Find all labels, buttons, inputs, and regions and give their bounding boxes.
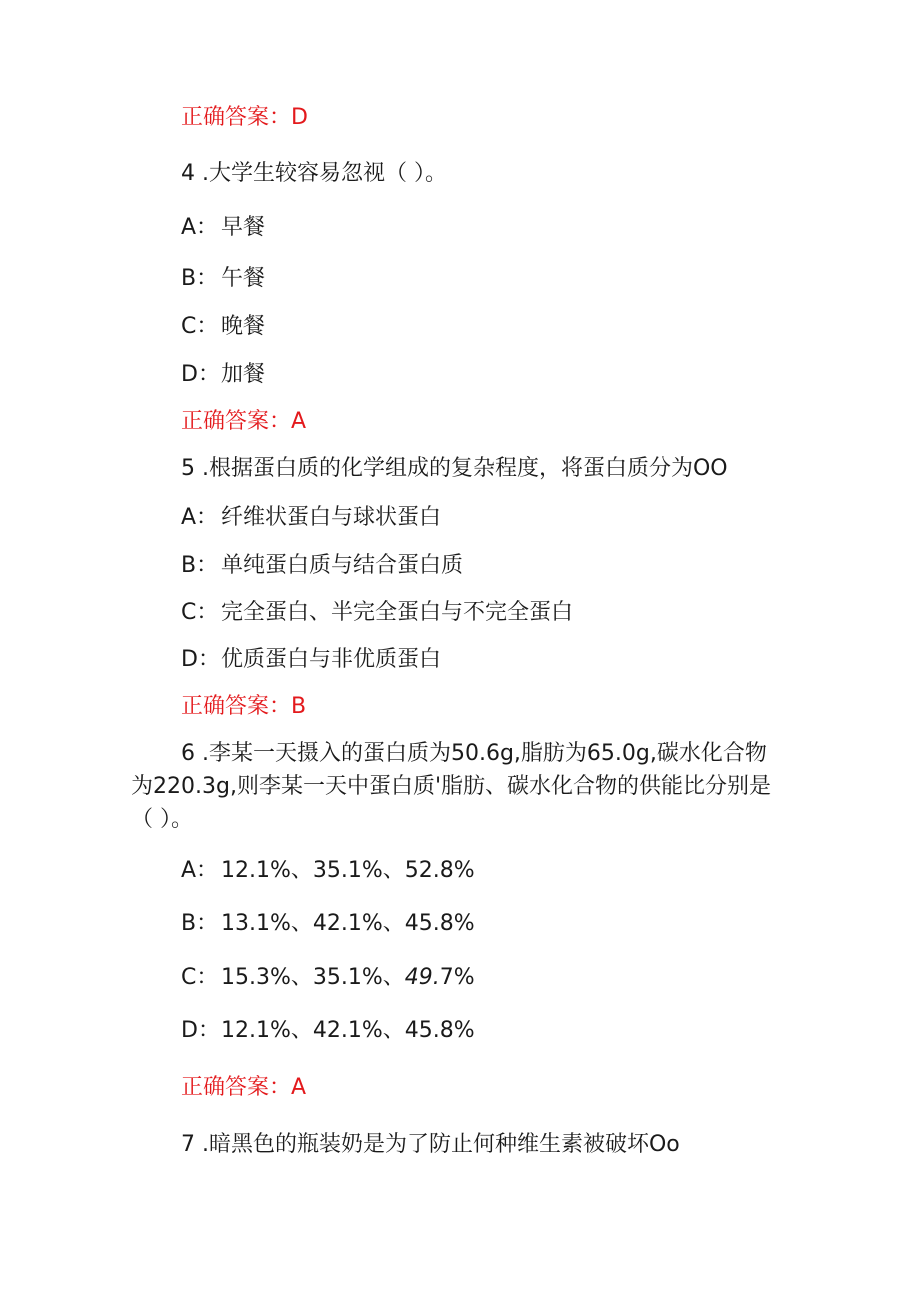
option-text-part: 15.3%、35.1%、 <box>221 965 405 990</box>
q4-option-b <box>181 265 265 293</box>
option-text: 早餐 <box>221 215 266 240</box>
option-letter: C： <box>181 314 219 339</box>
answer-q6: 正确答案：A <box>181 1075 307 1100</box>
answer-q4: 正确答案：A <box>181 409 307 434</box>
option-letter: D： <box>181 1018 220 1043</box>
question-4-stem: 4 .大学生较容易忽视（ ）。 <box>181 161 447 186</box>
option-text-italic-part: 49. <box>404 965 440 990</box>
q6-option-c <box>181 964 475 992</box>
option-text: 完全蛋白、半完全蛋白与不完全蛋白 <box>221 600 574 625</box>
q4-option-a <box>181 214 265 242</box>
option-text: 加餐 <box>221 362 266 387</box>
option-letter: A： <box>181 858 219 883</box>
question-7-stem: 7 .暗黑色的瓶装奶是为了防止何种维生素被破坏Oo <box>181 1132 680 1157</box>
q5-option-a <box>181 504 441 532</box>
question-6-stem-line2: 为220.3g,则李某一天中蛋白质'脂肪、碳水化合物的供能比分别是 <box>131 774 771 799</box>
option-letter: D： <box>181 647 220 672</box>
q5-option-d <box>181 646 441 674</box>
option-letter: B： <box>181 911 219 936</box>
option-letter: C： <box>181 965 219 990</box>
option-text: 午餐 <box>221 266 266 291</box>
q6-option-b <box>181 910 475 938</box>
option-text <box>221 964 475 992</box>
option-letter: D： <box>181 362 220 387</box>
option-letter: C： <box>181 600 219 625</box>
option-text: 12.1%、35.1%、52.8% <box>221 858 475 883</box>
q5-option-c <box>181 599 573 627</box>
option-text: 单纯蛋白质与结合蛋白质 <box>221 553 464 578</box>
q4-option-c <box>181 313 265 341</box>
option-letter: A： <box>181 505 219 530</box>
q5-option-b <box>181 552 463 580</box>
option-letter: B： <box>181 553 219 578</box>
option-text: 晚餐 <box>221 314 266 339</box>
answer-q5: 正确答案：B <box>181 694 307 719</box>
question-6-stem-line1: 6 .李某一天摄入的蛋白质为50.6g,脂肪为65.0g,碳水化合物 <box>181 741 767 766</box>
q6-option-a <box>181 857 475 885</box>
question-5-stem: 5 .根据蛋白质的化学组成的复杂程度，将蛋白质分为OO <box>181 456 728 481</box>
option-text: 13.1%、42.1%、45.8% <box>221 911 475 936</box>
option-text-part: 7% <box>439 965 475 990</box>
q4-option-d <box>181 361 265 389</box>
question-6-stem-line3: （ ）。 <box>131 807 193 832</box>
option-letter: B： <box>181 266 219 291</box>
option-text: 12.1%、42.1%、45.8% <box>221 1018 475 1043</box>
option-text: 优质蛋白与非优质蛋白 <box>221 647 442 672</box>
answer-q3: 正确答案：D <box>181 105 308 130</box>
option-text: 纤维状蛋白与球状蛋白 <box>221 505 442 530</box>
option-letter: A： <box>181 215 219 240</box>
q6-option-d <box>181 1017 475 1045</box>
